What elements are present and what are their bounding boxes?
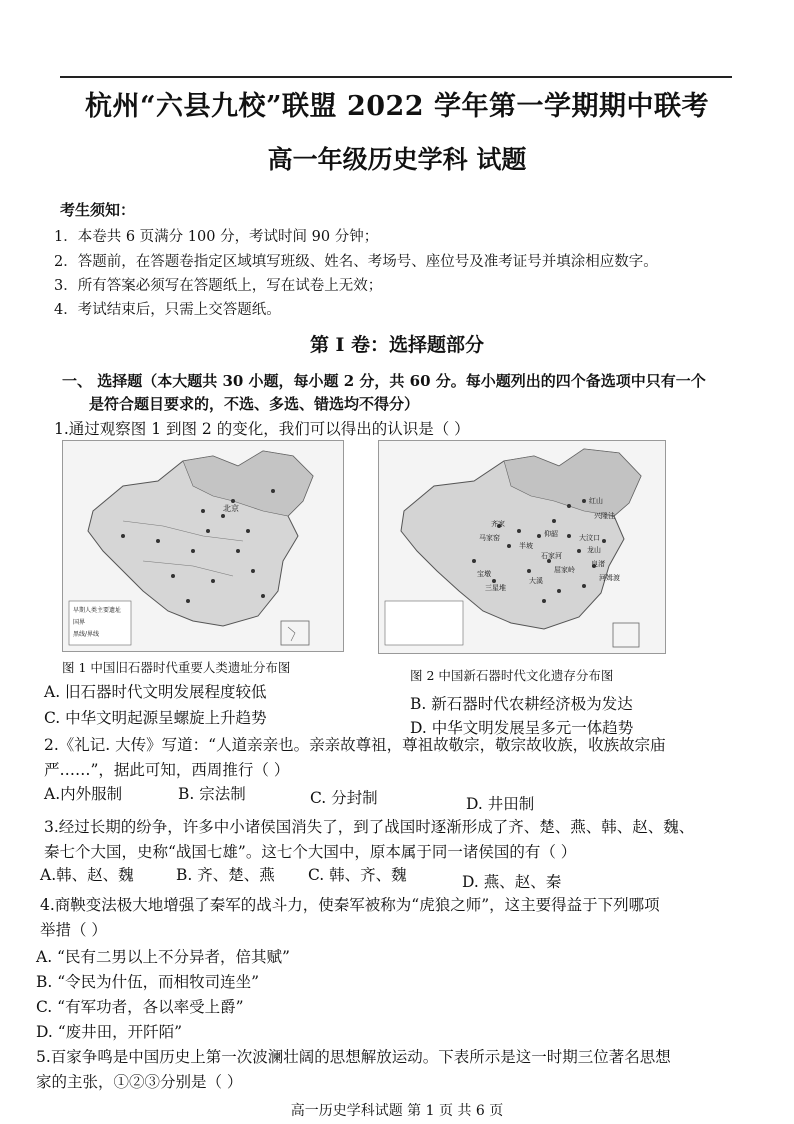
- q2-option-a: A.内外服制: [44, 785, 123, 803]
- q1-option-d: D. 中华文明发展呈多元一体趋势: [410, 719, 634, 737]
- q4-option-d: D. “废井田，开阡陌”: [36, 1023, 183, 1041]
- question-4-line-2: 举措（ ）: [40, 921, 107, 939]
- question-3-line-2: 秦七个大国，史称“战国七雄”。这七个大国中，原本属于同一诸侯国的有（ ）: [44, 843, 577, 861]
- question-3-line-1: 3.经过长期的纷争，许多中小诸侯国消失了，到了战国时逐渐形成了齐、楚、燕、韩、赵、魏、: [44, 818, 695, 836]
- map-label: 宝墩: [477, 570, 491, 578]
- q1-option-c: C. 中华文明起源呈螺旋上升趋势: [44, 709, 267, 727]
- question-4-line-1: 4.商鞅变法极大地增强了秦军的战斗力，使秦军被称为“虎狼之师”，这主要得益于下列哪项: [40, 896, 660, 914]
- question-2-line-2: 严……”，据此可知，西周推行（ ）: [44, 761, 290, 779]
- q2-option-b: B. 宗法制: [178, 785, 246, 803]
- question-1-stem: 1.通过观察图 1 到图 2 的变化，我们可以得出的认识是（ ）: [54, 420, 470, 438]
- figure-1-map: [62, 440, 344, 652]
- map-label: 红山: [589, 497, 603, 505]
- map-label: 良渚: [591, 560, 605, 568]
- notice-item: 2．答题前，在答题卷指定区域填写班级、姓名、考场号、座位号及准考证号并填涂相应数字。: [54, 254, 658, 270]
- map-label: 屈家岭: [554, 566, 575, 574]
- map-label: 河姆渡: [599, 574, 620, 582]
- q3-option-c: C. 韩、齐、魏: [308, 866, 407, 884]
- notice-item: 4．考试结束后，只需上交答题纸。: [54, 302, 281, 318]
- q1-option-b: B. 新石器时代农耕经济极为发达: [410, 695, 633, 713]
- question-5-line-2: 家的主张，①②③分别是（ ）: [36, 1073, 243, 1091]
- q1-option-a: A. 旧石器时代文明发展程度较低: [44, 683, 267, 701]
- notice-heading: 考生须知：: [60, 201, 136, 219]
- map-label: 齐家: [491, 520, 505, 528]
- map-label: 兴隆洼: [594, 512, 615, 520]
- notice-item: 1．本卷共 6 页满分 100 分，考试时间 90 分钟；: [54, 229, 379, 245]
- map-label: 龙山: [587, 546, 601, 554]
- figure-2-caption: 图 2 中国新石器时代文化遗存分布图: [410, 668, 614, 683]
- legend-entry: 国界: [73, 619, 86, 626]
- q4-option-c: C. “有军功者，各以率受上爵”: [36, 998, 244, 1016]
- figure-1-caption: 图 1 中国旧石器时代重要人类遗址分布图: [62, 660, 291, 675]
- legend-entry: 黑线/界线: [73, 631, 100, 638]
- q4-option-b: B. “令民为什伍，而相牧司连坐”: [36, 973, 260, 991]
- map-label: 半坡: [519, 542, 533, 550]
- exam-subtitle: 高一年级历史学科 试题: [267, 145, 527, 174]
- figure-2-map: [378, 440, 666, 654]
- page-footer: 高一历史学科试题 第 1 页 共 6 页: [290, 1103, 504, 1119]
- question-2-line-1: 2.《礼记. 大传》写道：“人道亲亲也。亲亲故尊祖，尊祖故敬宗，敬宗故收族，收族故宗庙: [44, 736, 666, 754]
- q2-option-d: D. 井田制: [466, 795, 535, 813]
- q4-option-a: A. “民有二男以上不分异者，倍其赋”: [36, 948, 290, 966]
- map-label: 石家河: [541, 552, 562, 560]
- section-title: 第 I 卷：选择题部分: [309, 334, 485, 356]
- map-label: 三星堆: [485, 584, 506, 592]
- top-rule: [60, 76, 732, 78]
- map-label: 仰韶: [544, 530, 558, 538]
- legend-entry: 早期人类主要遗址: [73, 607, 122, 614]
- map-label: 大溪: [529, 577, 543, 585]
- q3-option-a: A.韩、赵、魏: [40, 866, 134, 884]
- q3-option-d: D. 燕、赵、秦: [462, 873, 562, 891]
- q3-option-b: B. 齐、楚、燕: [176, 866, 275, 884]
- notice-item: 3．所有答案必须写在答题纸上，写在试卷上无效；: [54, 278, 383, 294]
- map-label: 马家窑: [479, 534, 500, 542]
- section-instruction-cont: 是符合题目要求的，不选、多选、错选均不得分）: [89, 395, 420, 413]
- section-instruction: 一、 选择题（本大题共 30 小题，每小题 2 分，共 60 分。每小题列出的四个备选项中只有一个: [62, 372, 706, 390]
- question-5-line-1: 5.百家争鸣是中国历史上第一次波澜壮阔的思想解放运动。下表所示是这一时期三位著名思想: [36, 1048, 671, 1066]
- q2-option-c: C. 分封制: [310, 789, 378, 807]
- map-label: 大汶口: [579, 534, 600, 542]
- china-map-paleolithic: [63, 441, 343, 651]
- map-label: 北京: [223, 504, 239, 513]
- exam-title: 杭州“六县九校”联盟 2022 学年第一学期期中联考: [84, 91, 709, 122]
